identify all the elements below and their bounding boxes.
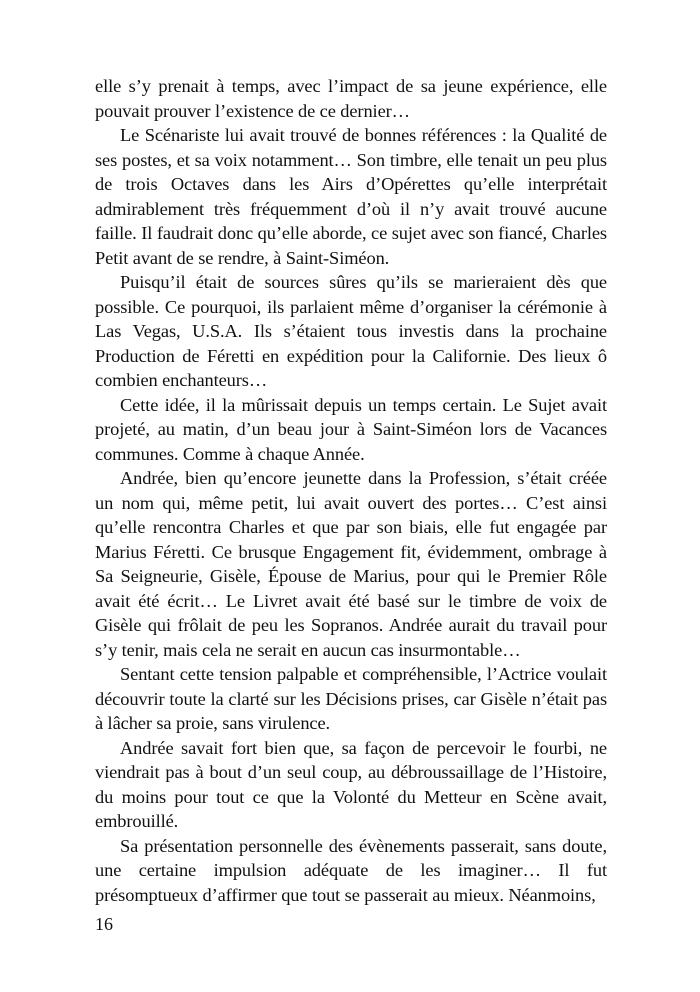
paragraph-3: Puisqu’il était de sources sûres qu’ils se marieraient dès que possible. Ce pourquoi, ils parlaient même d’organiser la cérémonie à Las Vegas, U.S.A. Ils s’étaient tous investis dans la prochaine Production de Féretti en expédition pour la Californie. Des lieux ô combien enchanteurs…	[95, 272, 607, 390]
paragraph-1: elle s’y prenait à temps, avec l’impact de sa jeune expérience, elle pouvait prouver l’existence de ce dernier…	[95, 76, 607, 121]
paragraph-4: Cette idée, il la mûrissait depuis un temps certain. Le Sujet avait projeté, au matin, d’un beau jour à Saint-Siméon lors de Vacances communes. Comme à chaque Année.	[95, 394, 607, 464]
paragraph-8: Sa présentation personnelle des évènements passerait, sans doute, une certaine impulsion adéquate de les imaginer… Il fut présomptueux d’affirmer que tout se passerait au mieux. Néanmoins,	[95, 835, 607, 905]
paragraph-2: Le Scénariste lui avait trouvé de bonnes références : la Qualité de ses postes, et sa voix notamment… Son timbre, elle tenait un peu plus de trois Octaves dans les Airs d’Opérettes qu’elle interprétait admirablement très fréquemment d’où il n’y avait trouvé aucune faille. Il faudrait donc qu’elle aborde, ce sujet avec son fiancé, Charles Petit avant de se rendre, à Saint-Siméon.	[95, 125, 607, 268]
page-number: 16	[95, 914, 113, 934]
paragraph-5: Andrée, bien qu’encore jeunette dans la Profession, s’était créée un nom qui, même petit, lui avait ouvert des portes… C’est ainsi qu’elle rencontra Charles et que par son biais, elle fut engagée par Marius Féretti. Ce brusque Engagement fit, évidemment, ombrage à Sa Seigneurie, Gisèle, Épouse de Marius, pour qui le Premier Rôle avait été écrit… Le Livret avait été basé sur le timbre de voix de Gisèle qui frôlait de peu les Sopranos. Andrée aurait du travail pour s’y tenir, mais cela ne serait en aucun cas insurmontable…	[95, 468, 607, 660]
paragraph-6: Sentant cette tension palpable et compréhensible, l’Actrice voulait découvrir toute la clarté sur les Décisions prises, car Gisèle n’était pas à lâcher sa proie, sans virulence.	[95, 664, 607, 733]
paragraph-7: Andrée savait fort bien que, sa façon de percevoir le fourbi, ne viendrait pas à bout d’un seul coup, au débroussaillage de l’Histoire, du moins pour tout ce que la Volonté du Metteur en Scène avait, embrouillé.	[95, 737, 607, 831]
page-body	[95, 74, 607, 907]
